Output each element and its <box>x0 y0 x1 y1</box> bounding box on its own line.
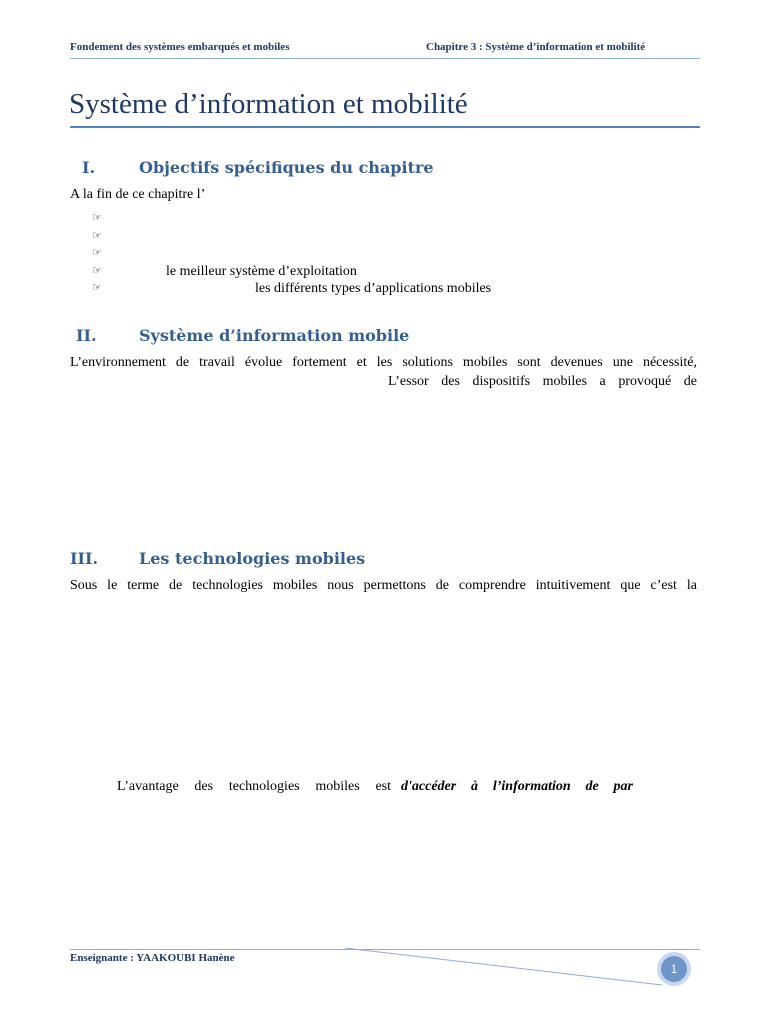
advantage-emphasis: d'accéder à l’information de par <box>401 779 633 794</box>
section-title: Système d’information mobile <box>139 326 410 345</box>
page-header-left: Fondement des systèmes embarqués et mobiles <box>70 41 290 53</box>
section-number: I. <box>82 158 96 177</box>
page-header-right: Chapitre 3 : Système d’information et mobilité <box>426 41 646 53</box>
pointing-hand-icon: ☞ <box>92 246 102 259</box>
section2-paragraph-line2: L’essor des dispositifs mobiles a provoqué de <box>388 374 697 389</box>
footer-author: Enseignante : YAAKOUBI Hanène <box>70 952 235 964</box>
pointing-hand-icon: ☞ <box>92 211 102 224</box>
section-number: III. <box>70 549 99 568</box>
pointing-hand-icon: ☞ <box>92 263 102 277</box>
section2-paragraph-line1: L’environnement de travail évolue fortement et les solutions mobiles sont devenues une nécessité, <box>70 355 697 370</box>
page-number: 1 <box>661 956 687 982</box>
section-number: II. <box>76 326 97 345</box>
page-number-badge <box>657 952 691 986</box>
section-title: Objectifs spécifiques du chapitre <box>139 158 434 177</box>
document-title: Système d’information et mobilité <box>69 88 468 120</box>
pointing-hand-icon: ☞ <box>92 228 102 242</box>
pointing-hand-icon: ☞ <box>92 281 102 294</box>
section1-intro: A la fin de ce chapitre l’ <box>70 187 206 202</box>
section3-paragraph-line1: Sous le terme de technologies mobiles nous permettons de comprendre intuitivement que c’est la <box>70 578 697 593</box>
section-title: Les technologies mobiles <box>139 549 366 568</box>
advantage-text: L’avantage des technologies mobiles est <box>117 779 391 794</box>
